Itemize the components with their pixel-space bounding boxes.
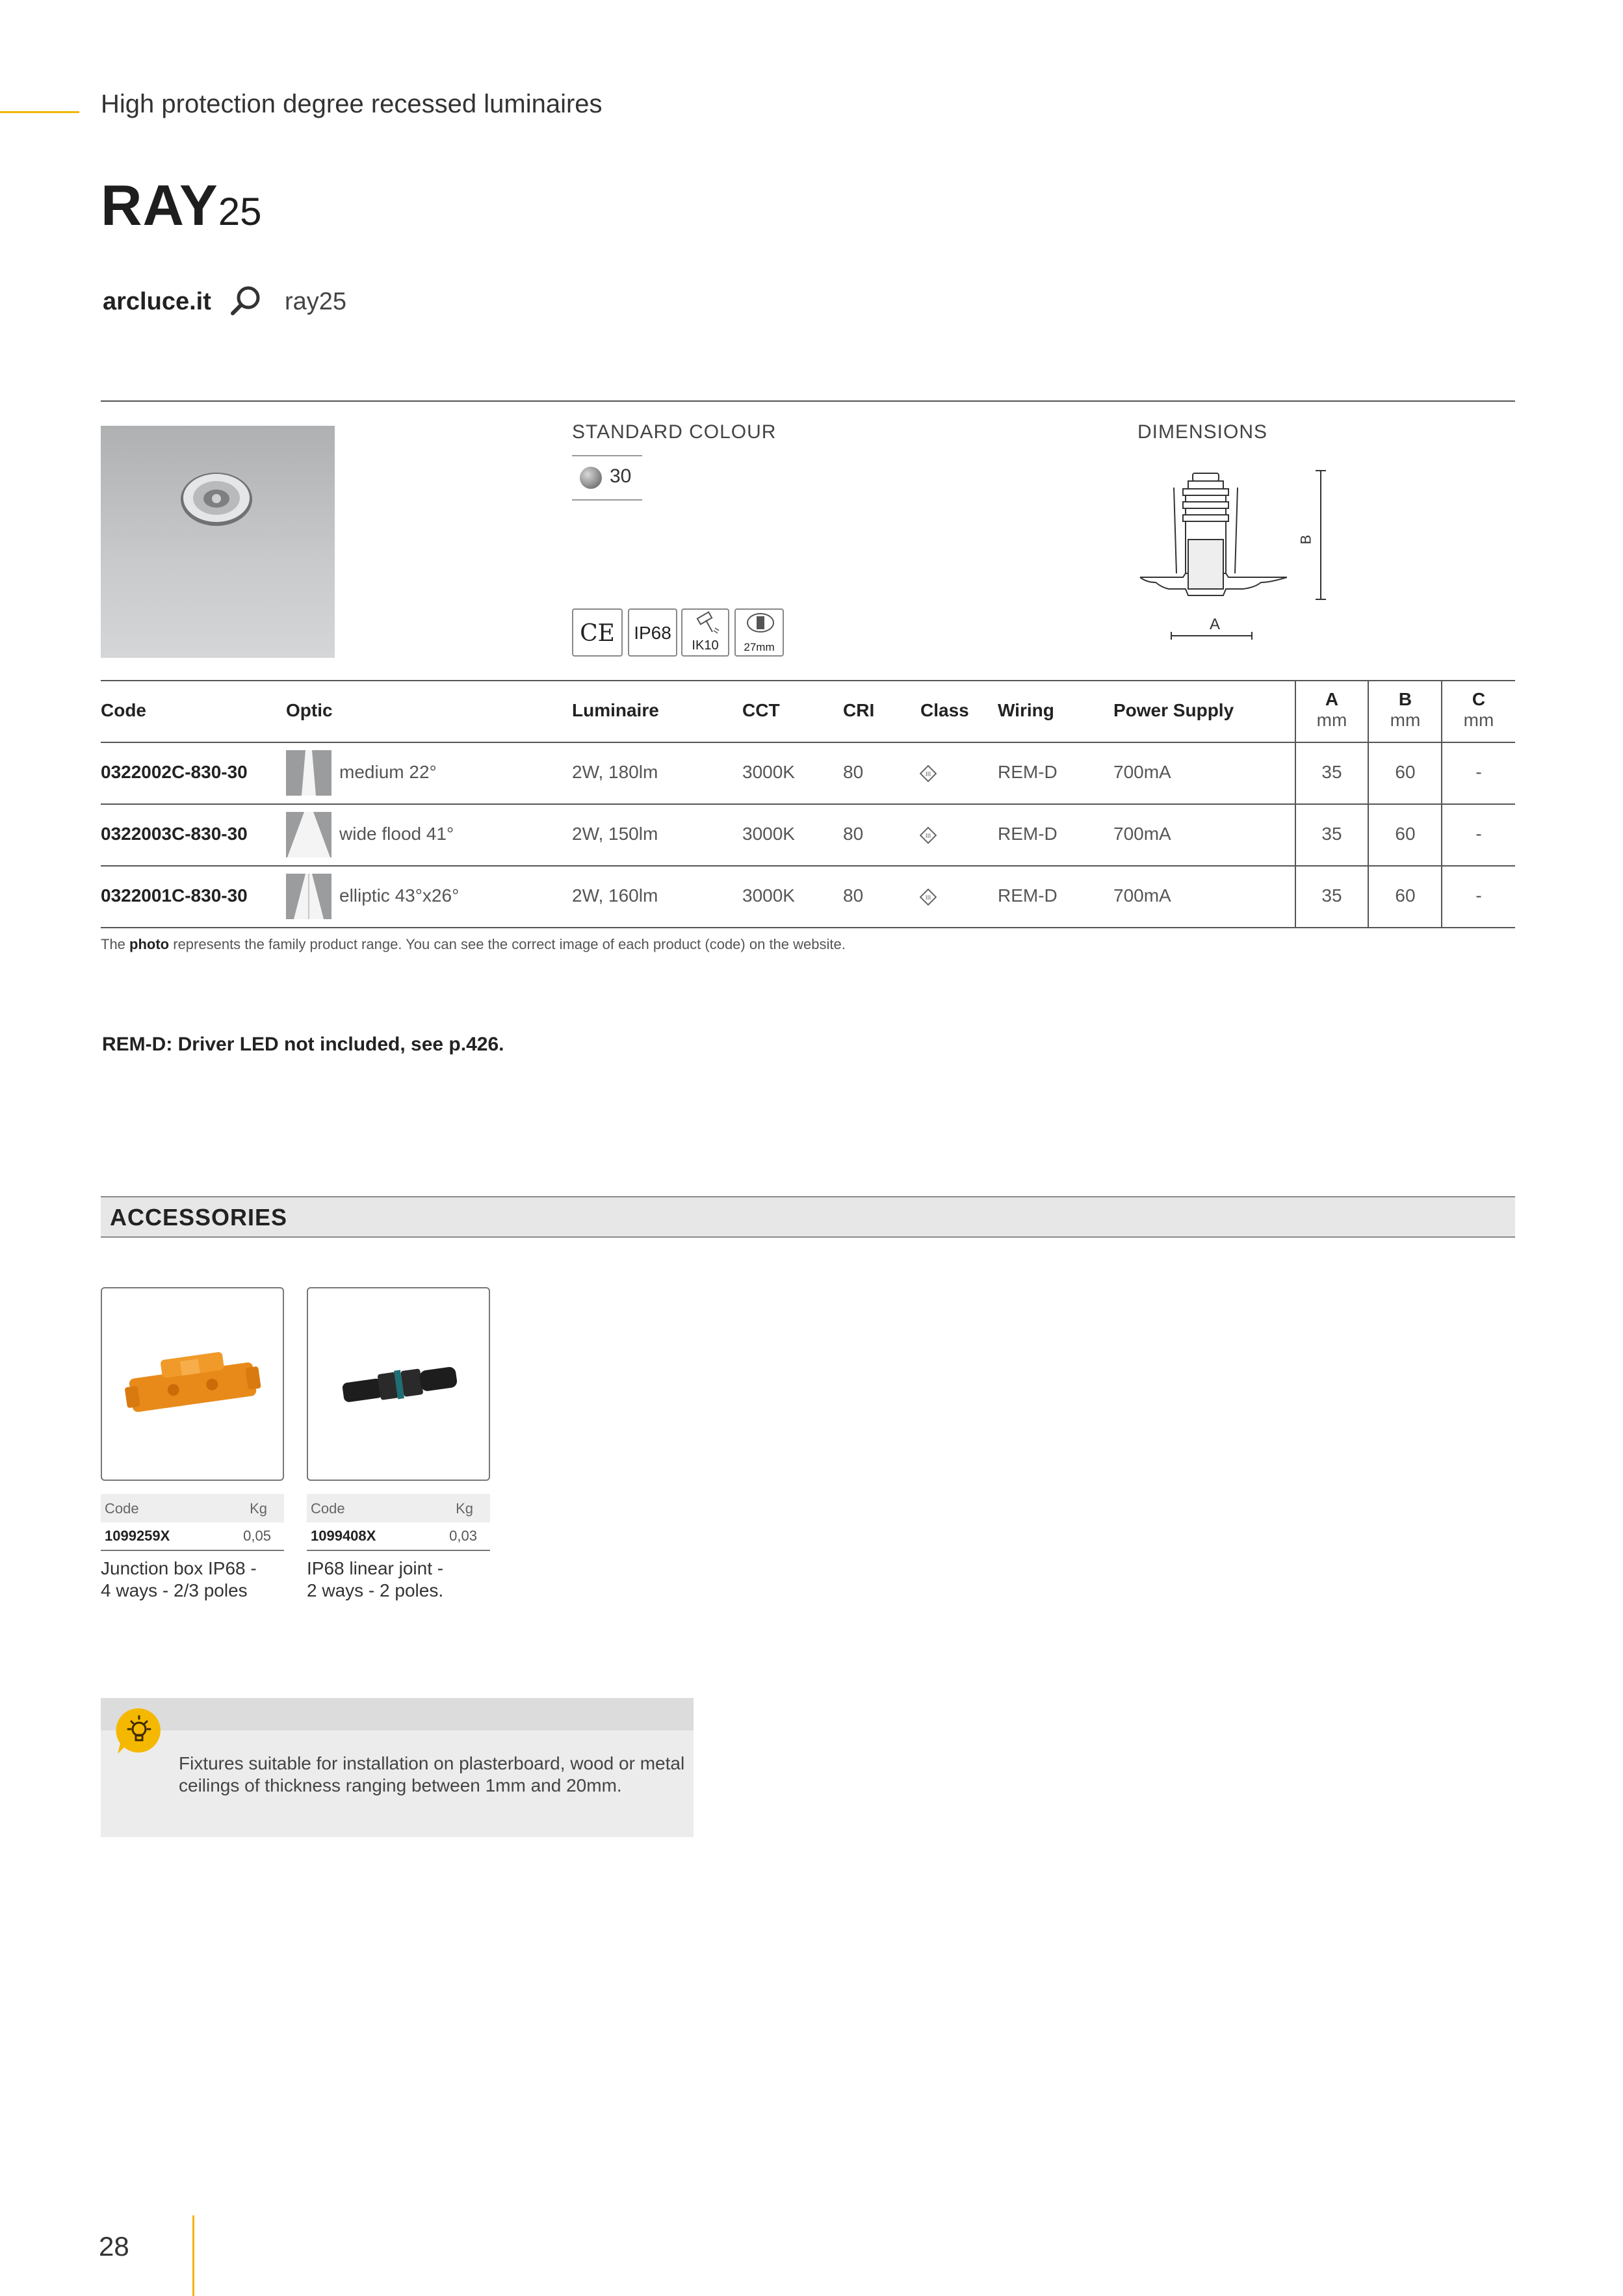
table-top-rule <box>101 680 1515 681</box>
row-dim-b: 60 <box>1395 824 1416 844</box>
search-query[interactable]: ray25 <box>285 288 347 315</box>
page-number: 28 <box>99 2231 129 2262</box>
optic-wide-flood-icon <box>286 812 331 857</box>
col-header-code: Code <box>101 700 146 720</box>
dimension-drawing <box>1131 462 1352 644</box>
row-power: 700mA <box>1113 885 1171 906</box>
col-header-power: Power Supply <box>1113 700 1234 720</box>
dimension-a-label: A <box>1210 616 1221 633</box>
accessories-header <box>101 1196 1515 1238</box>
table-bottom-rule <box>101 927 1515 928</box>
accessory-spec-junction-box: Code Kg 1099259X 0,05 <box>101 1494 284 1551</box>
col-header-b: B mm <box>1390 689 1421 730</box>
search-icon[interactable] <box>229 283 264 319</box>
row-dim-c: - <box>1475 885 1482 906</box>
class-iii-icon <box>920 765 937 782</box>
row-dim-c: - <box>1475 762 1482 782</box>
row-cct: 3000K <box>742 762 795 782</box>
colour-swatch-row <box>572 455 642 501</box>
row-luminaire: 2W, 150lm <box>572 824 658 844</box>
class-iii-icon <box>920 827 937 844</box>
svg-text:III: III <box>925 833 931 840</box>
row-dim-c: - <box>1475 824 1482 844</box>
row-code: 0322003C-830-30 <box>101 824 248 844</box>
product-title-main: RAY <box>101 173 218 237</box>
row-power: 700mA <box>1113 762 1171 782</box>
row-wiring: REM-D <box>998 762 1058 782</box>
col-header-cct: CCT <box>742 700 780 720</box>
ce-badge <box>572 608 623 657</box>
row-dim-a: 35 <box>1321 885 1342 906</box>
page-subtitle: High protection degree recessed luminaires <box>101 90 603 118</box>
row-code: 0322001C-830-30 <box>101 885 248 906</box>
table-row-rule <box>101 803 1515 805</box>
driver-note: REM-D: Driver LED not included, see p.426. <box>102 1034 504 1055</box>
row-cct: 3000K <box>742 824 795 844</box>
luminaire-image <box>101 426 335 658</box>
ip68-badge: IP68 <box>628 608 677 657</box>
product-title <box>101 172 261 239</box>
accessories-title: ACCESSORIES <box>110 1204 288 1231</box>
table-row-rule <box>101 865 1515 867</box>
row-dim-a: 35 <box>1321 824 1342 844</box>
tip-text: Fixtures suitable for installation on plasterboard, wood or metal ceilings of thickness ranging between 1mm and 20mm. <box>179 1753 685 1795</box>
col-header-wiring: Wiring <box>998 700 1054 720</box>
col-header-cri: CRI <box>843 700 875 720</box>
row-optic: elliptic 43°x26° <box>339 885 460 906</box>
section-divider <box>101 400 1515 402</box>
row-cri: 80 <box>843 824 864 844</box>
colour-code: 30 <box>610 465 632 487</box>
row-code: 0322002C-830-30 <box>101 762 248 782</box>
row-dim-b: 60 <box>1395 885 1416 906</box>
row-optic: medium 22° <box>339 762 437 782</box>
recess-depth-badge: 27mm <box>734 608 784 657</box>
optic-medium-icon <box>286 750 331 796</box>
row-cri: 80 <box>843 762 864 782</box>
product-photo <box>101 426 335 658</box>
header-accent-line <box>0 111 79 113</box>
ik10-badge: IK10 <box>681 608 729 657</box>
row-dim-a: 35 <box>1321 762 1342 782</box>
linear-joint-image <box>308 1288 489 1480</box>
recess-depth-icon <box>736 611 785 637</box>
installation-tip <box>101 1698 694 1837</box>
lightbulb-icon <box>115 1707 163 1755</box>
junction-box-image <box>102 1288 283 1480</box>
photo-note: The photo represents the family product range. You can see the correct image of each product (code) on the website. <box>101 936 846 952</box>
impact-hammer-icon <box>682 611 731 637</box>
accessory-description: Junction box IP68 - 4 ways - 2/3 poles <box>101 1558 257 1600</box>
svg-text:III: III <box>925 771 931 778</box>
ce-mark-icon: CE <box>580 620 615 647</box>
col-header-optic: Optic <box>286 700 333 720</box>
row-luminaire: 2W, 180lm <box>572 762 658 782</box>
row-cri: 80 <box>843 885 864 906</box>
row-wiring: REM-D <box>998 885 1058 906</box>
dimensions-label: DIMENSIONS <box>1137 421 1268 443</box>
col-header-a: A mm <box>1316 689 1347 730</box>
svg-text:III: III <box>925 894 931 902</box>
grey-colour-swatch <box>580 467 602 489</box>
row-luminaire: 2W, 160lm <box>572 885 658 906</box>
col-header-c: C mm <box>1463 689 1494 730</box>
accessory-card-junction-box[interactable] <box>101 1287 284 1481</box>
dimension-b-label: B <box>1297 534 1314 545</box>
row-power: 700mA <box>1113 824 1171 844</box>
accessory-card-linear-joint[interactable] <box>307 1287 490 1481</box>
standard-colour-label: STANDARD COLOUR <box>572 421 777 443</box>
accessory-description: IP68 linear joint - 2 ways - 2 poles. <box>307 1558 444 1600</box>
class-iii-icon <box>920 889 937 906</box>
col-header-luminaire: Luminaire <box>572 700 659 720</box>
table-header-rule <box>101 742 1515 743</box>
col-header-class: Class <box>920 700 969 720</box>
optic-elliptic-icon <box>286 874 331 919</box>
row-dim-b: 60 <box>1395 762 1416 782</box>
row-wiring: REM-D <box>998 824 1058 844</box>
website-link[interactable]: arcluce.it <box>103 288 211 315</box>
product-title-number: 25 <box>218 190 262 233</box>
row-cct: 3000K <box>742 885 795 906</box>
accessory-spec-linear-joint: Code Kg 1099408X 0,03 <box>307 1494 490 1551</box>
footer-accent-line <box>192 2215 194 2296</box>
row-optic: wide flood 41° <box>339 824 454 844</box>
